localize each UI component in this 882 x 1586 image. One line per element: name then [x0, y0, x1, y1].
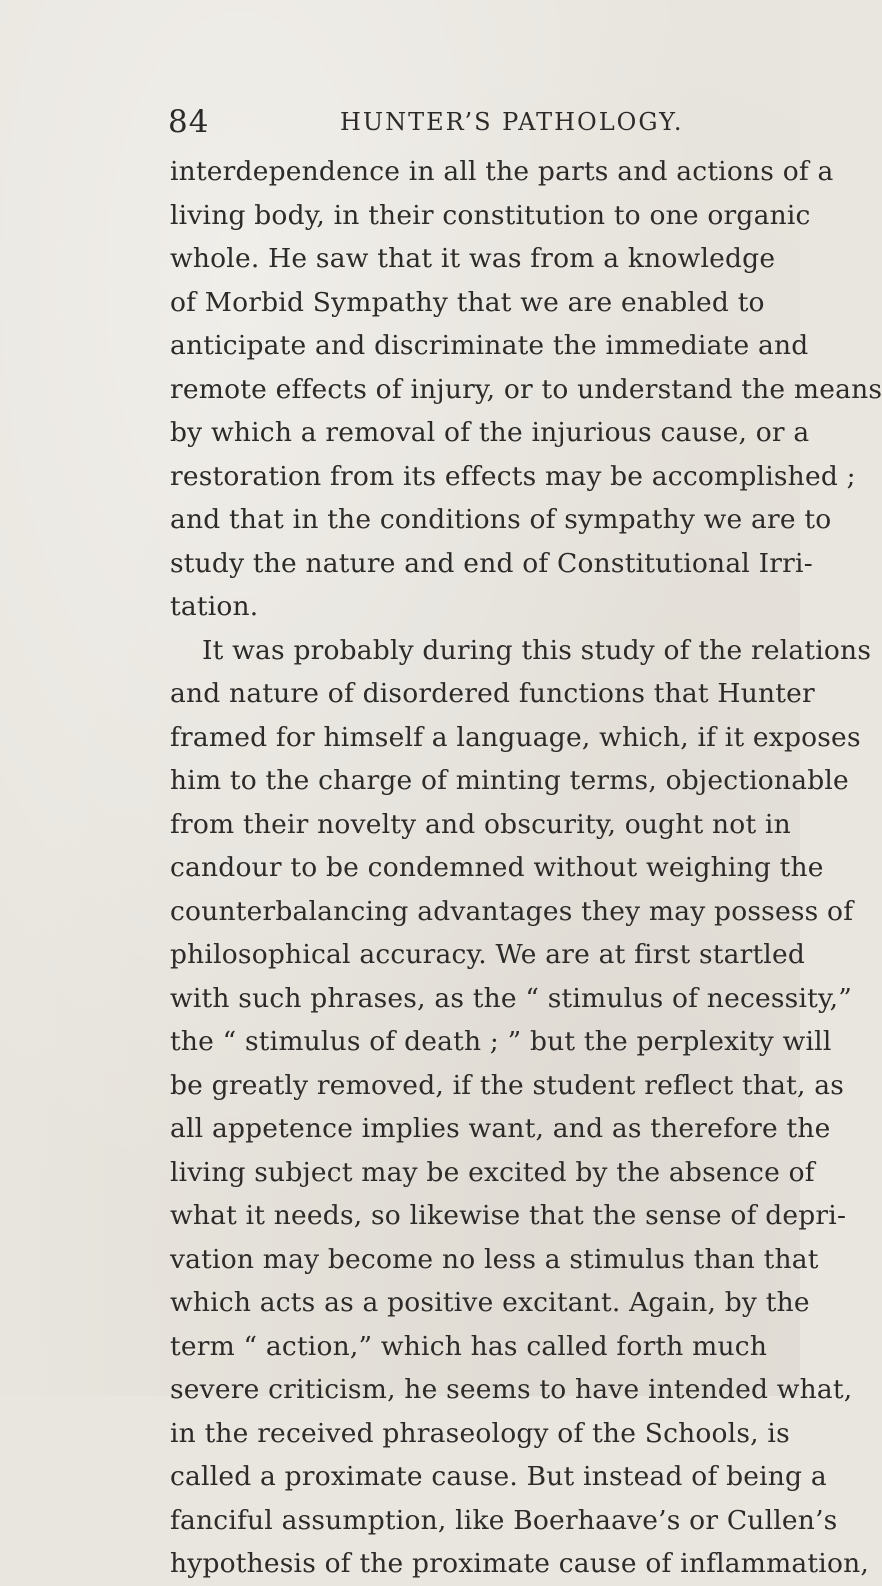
text-line: called a proximate cause. But instead of being a — [170, 1461, 827, 1492]
text-line: all appetence implies want, and as therefore the — [170, 1113, 831, 1144]
text-line: of Morbid Sympathy that we are enabled to — [170, 286, 765, 318]
text-line: restoration from its effects may be accomplished ; — [170, 460, 856, 492]
text-line: hypothesis of the proximate cause of inflammation, — [170, 1548, 869, 1579]
body-text — [170, 150, 882, 1586]
text-line: what it needs, so likewise that the sense of depri- — [170, 1200, 847, 1231]
running-head — [168, 104, 748, 140]
text-line: study the nature and end of Constitutional Irri- — [170, 547, 813, 579]
page-number: 84 — [168, 104, 210, 140]
text-line: interdependence in all the parts and actions of a — [170, 156, 834, 187]
text-line: and that in the conditions of sympathy we are to — [170, 504, 832, 535]
text-line: counterbalancing advantages they may possess of — [170, 895, 854, 927]
text-line: him to the charge of minting terms, objectionable — [170, 765, 849, 796]
text-line: philosophical accuracy. We are at first startled — [170, 939, 806, 970]
text-line: tation. — [170, 591, 259, 622]
text-line: framed for himself a language, which, if it exposes — [170, 721, 861, 753]
text-line: living body, in their constitution to one organic — [170, 199, 811, 231]
text-line: candour to be condemned without weighing the — [170, 852, 824, 883]
text-line: and nature of disordered functions that Hunter — [170, 678, 815, 709]
text-line: fanciful assumption, like Boerhaave’s or Cullen’s — [170, 1504, 838, 1536]
text-line: with such phrases, as the “ stimulus of necessity,” — [170, 982, 853, 1014]
text-line: in the received phraseology of the Schools, is — [170, 1417, 790, 1449]
text-line: severe criticism, he seems to have intended what, — [170, 1374, 853, 1405]
text-line: vation may become no less a stimulus than that — [170, 1243, 819, 1275]
text-line: living subject may be excited by the absence of — [170, 1156, 815, 1188]
running-title: HUNTER’S PATHOLOGY. — [340, 108, 684, 136]
text-line: anticipate and discriminate the immediate and — [170, 330, 809, 361]
text-line: be greatly removed, if the student reflect that, as — [170, 1069, 845, 1101]
text-line: which acts as a positive excitant. Again, by the — [170, 1287, 810, 1318]
text-line: term “ action,” which has called forth much — [170, 1330, 768, 1362]
paragraph-start-line: It was probably during this study of the relations — [202, 634, 872, 666]
text-line: by which a removal of the injurious cause, or a — [170, 417, 810, 448]
text-line: remote effects of injury, or to understand the means — [170, 373, 882, 405]
text-line: whole. He saw that it was from a knowledge — [170, 243, 776, 274]
text-line: from their novelty and obscurity, ought not in — [170, 808, 791, 840]
text-line: the “ stimulus of death ; ” but the perplexity will — [170, 1026, 832, 1057]
